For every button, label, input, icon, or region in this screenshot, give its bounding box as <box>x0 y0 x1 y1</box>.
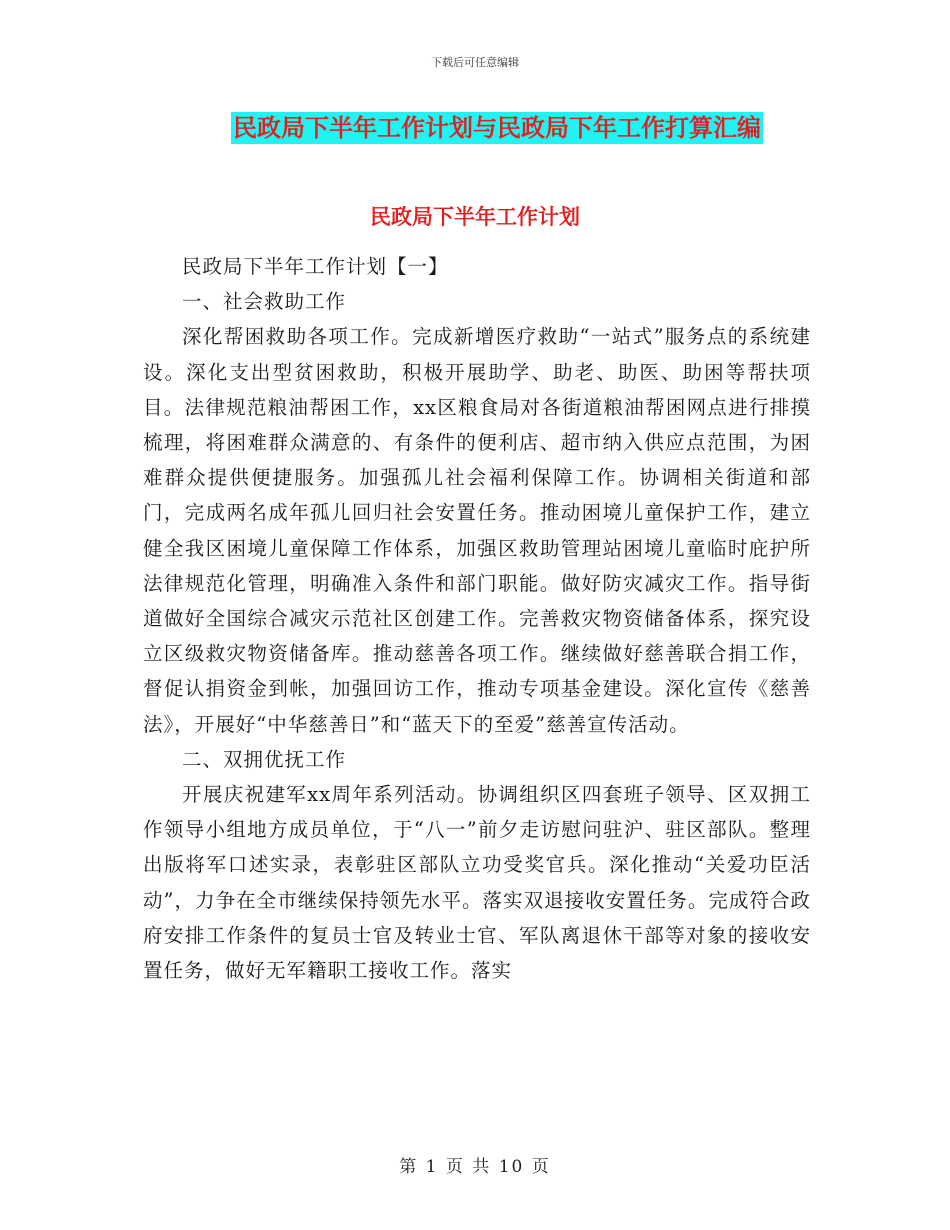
main-title-wrap <box>0 112 950 144</box>
paragraph-subtitle: 民政局下半年工作计划【一】 <box>182 255 449 278</box>
paragraph-heading-2: 二、双拥优抚工作 <box>182 747 347 771</box>
paragraph-body-1: 深化帮困救助各项工作。完成新增医疗救助“一站式”服务点的系统建设。深化支出型贫困救助，积极开展助学、助老、助医、助困等帮扶项目。法律规范粮油帮困工作，xx区粮食局对各街道粮油帮困网点进行排摸梳理，将困难群众满意的、有条件的便利店、超市纳入供应点范围，为困难群众提供便捷服务。加强孤儿社会福利保障工作。协调相关街道和部门，完成两名成年孤儿回归社会安置任务。推动困境儿童保护工作，建立健全我区困境儿童保障工作体系，加强区救助管理站困境儿童临时庇护所法律规范化管理，明确准入条件和部门职能。做好防灾减灾工作。指导街道做好全国综合减灾示范社区创建工作。完善救灾物资储备体系，探究设立区级救灾物资储备库。推动慈善各项工作。继续做好慈善联合捐工作，督促认捐资金到帐，加强回访工作，推动专项基金建设。深化宣传《慈善法》，开展好“中华慈善日”和“蓝天下的至爱”慈善宣传活动。 <box>143 325 811 736</box>
header-note: 下载后可任意编辑 <box>431 56 519 69</box>
paragraph-body-2: 开展庆祝建军xx周年系列活动。协调组织区四套班子领导、区双拥工作领导小组地方成员单位，于“八一”前夕走访慰问驻沪、驻区部队。整理出版将军口述实录，表彰驻区部队立功受奖官兵。深化推动“关爱功臣活动”，力争在全市继续保持领先水平。落实双退接收安置任务。完成符合政府安排工作条件的复员士官及转业士官、军队离退休干部等对象的接收安置任务，做好无军籍职工接收工作。落实 <box>143 783 811 983</box>
document-body <box>143 225 811 988</box>
document-title: 民政局下半年工作计划与民政局下年工作打算汇编 <box>233 114 761 142</box>
section-title: 民政局下半年工作计划 <box>370 205 580 229</box>
page-footer: 第 1 页 共 10 页 <box>399 1157 551 1177</box>
paragraph-heading-1: 一、社会救助工作 <box>182 290 347 314</box>
